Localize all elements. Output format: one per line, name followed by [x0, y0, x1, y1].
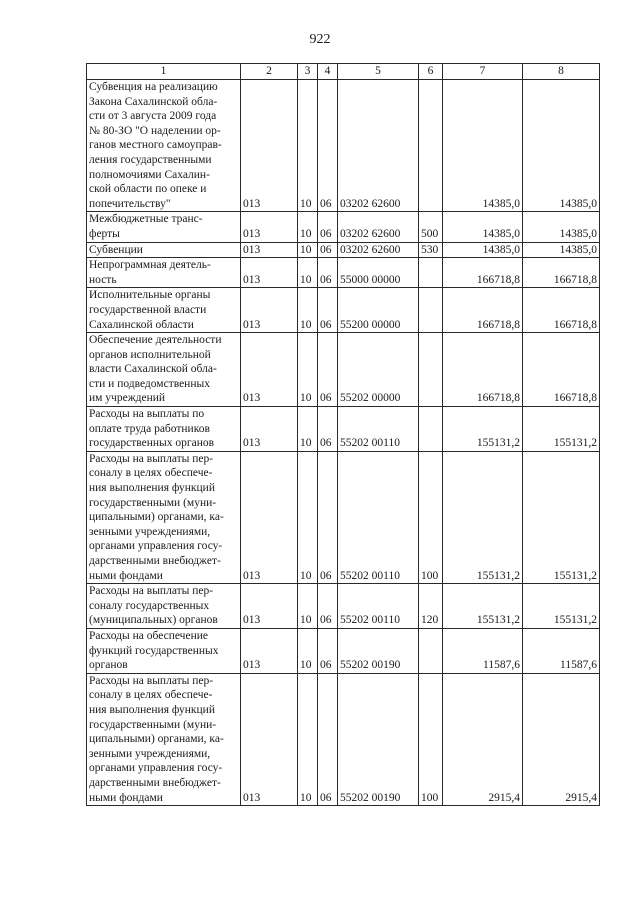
cell-expense-type: [419, 628, 443, 673]
cell-section: 10: [298, 584, 318, 629]
cell-name: Расходы на выплаты по оплате труда работников государственных органов: [87, 407, 241, 452]
cell-name: Исполнительные органы государственной власти Сахалинской области: [87, 288, 241, 333]
cell-expense-type: 100: [419, 673, 443, 805]
column-header: 2: [241, 64, 298, 80]
cell-ministry-code: 013: [241, 242, 298, 258]
cell-target-article: 03202 62600: [338, 212, 419, 242]
table-row: [87, 451, 600, 583]
cell-amount-year1: 14385,0: [443, 242, 523, 258]
cell-amount-year2: 155131,2: [523, 451, 600, 583]
budget-table: [86, 63, 600, 806]
cell-amount-year2: 11587,6: [523, 628, 600, 673]
column-header: 8: [523, 64, 600, 80]
cell-amount-year1: 155131,2: [443, 451, 523, 583]
cell-name: Расходы на выплаты пер- соналу в целях обеспече- ния выполнения функций государственными (муни- ципальными) органами, ка- зенными учреждениями, органами управления госу- дарственными внебюджет- ными фондами: [87, 673, 241, 805]
cell-name: Субвенции: [87, 242, 241, 258]
cell-name: Расходы на обеспечение функций государственных органов: [87, 628, 241, 673]
cell-amount-year1: 14385,0: [443, 80, 523, 212]
cell-section: 10: [298, 212, 318, 242]
cell-expense-type: 530: [419, 242, 443, 258]
cell-target-article: 55202 00110: [338, 451, 419, 583]
column-header: 6: [419, 64, 443, 80]
cell-amount-year1: 155131,2: [443, 407, 523, 452]
table-row: [87, 584, 600, 629]
cell-amount-year2: 155131,2: [523, 584, 600, 629]
column-header: 4: [318, 64, 338, 80]
cell-target-article: 55202 00110: [338, 584, 419, 629]
cell-amount-year1: 2915,4: [443, 673, 523, 805]
cell-target-article: 55000 00000: [338, 258, 419, 288]
cell-subsection: 06: [318, 288, 338, 333]
cell-ministry-code: 013: [241, 212, 298, 242]
cell-expense-type: [419, 407, 443, 452]
table-row: [87, 628, 600, 673]
cell-section: 10: [298, 288, 318, 333]
table-row: [87, 242, 600, 258]
cell-target-article: 55202 00190: [338, 628, 419, 673]
cell-subsection: 06: [318, 628, 338, 673]
cell-target-article: 55202 00000: [338, 333, 419, 407]
cell-subsection: 06: [318, 212, 338, 242]
cell-name: Субвенция на реализацию Закона Сахалинской обла- сти от 3 августа 2009 года № 80-ЗО "О наделении ор- ганов местного самоуправ- ления государственными полномочиями Сахалин- ской области по опеке и попечительству": [87, 80, 241, 212]
cell-name: Непрограммная деятель- ность: [87, 258, 241, 288]
cell-ministry-code: 013: [241, 673, 298, 805]
cell-ministry-code: 013: [241, 288, 298, 333]
cell-target-article: 55202 00110: [338, 407, 419, 452]
cell-amount-year1: 155131,2: [443, 584, 523, 629]
cell-section: 10: [298, 451, 318, 583]
cell-section: 10: [298, 407, 318, 452]
table-row: [87, 80, 600, 212]
cell-amount-year2: 14385,0: [523, 242, 600, 258]
cell-section: 10: [298, 628, 318, 673]
cell-subsection: 06: [318, 258, 338, 288]
table-row: [87, 333, 600, 407]
cell-target-article: 55202 00190: [338, 673, 419, 805]
cell-section: 10: [298, 80, 318, 212]
cell-name: Расходы на выплаты пер- соналу в целях обеспече- ния выполнения функций государственными (муни- ципальными) органами, ка- зенными учреждениями, органами управления госу- дарственными внебюджет- ными фондами: [87, 451, 241, 583]
cell-amount-year2: 14385,0: [523, 212, 600, 242]
cell-amount-year1: 166718,8: [443, 258, 523, 288]
cell-amount-year2: 2915,4: [523, 673, 600, 805]
cell-ministry-code: 013: [241, 407, 298, 452]
cell-subsection: 06: [318, 242, 338, 258]
cell-section: 10: [298, 258, 318, 288]
cell-amount-year2: 166718,8: [523, 333, 600, 407]
cell-ministry-code: 013: [241, 80, 298, 212]
column-header: 7: [443, 64, 523, 80]
column-header: 3: [298, 64, 318, 80]
cell-amount-year2: 166718,8: [523, 288, 600, 333]
table-row: [87, 288, 600, 333]
cell-ministry-code: 013: [241, 628, 298, 673]
cell-name: Расходы на выплаты пер- соналу государственных (муниципальных) органов: [87, 584, 241, 629]
cell-subsection: 06: [318, 407, 338, 452]
cell-amount-year2: 166718,8: [523, 258, 600, 288]
cell-amount-year1: 14385,0: [443, 212, 523, 242]
cell-amount-year1: 166718,8: [443, 288, 523, 333]
cell-amount-year2: 14385,0: [523, 80, 600, 212]
cell-subsection: 06: [318, 451, 338, 583]
cell-ministry-code: 013: [241, 584, 298, 629]
cell-subsection: 06: [318, 673, 338, 805]
cell-ministry-code: 013: [241, 333, 298, 407]
cell-subsection: 06: [318, 80, 338, 212]
cell-ministry-code: 013: [241, 451, 298, 583]
header-row: [87, 64, 600, 80]
cell-target-article: 03202 62600: [338, 242, 419, 258]
cell-expense-type: [419, 258, 443, 288]
table-row: [87, 212, 600, 242]
table-row: [87, 407, 600, 452]
column-header: 1: [87, 64, 241, 80]
page-number: 922: [309, 32, 331, 47]
cell-expense-type: 120: [419, 584, 443, 629]
cell-subsection: 06: [318, 333, 338, 407]
cell-expense-type: [419, 288, 443, 333]
cell-name: Межбюджетные транс- ферты: [87, 212, 241, 242]
cell-name: Обеспечение деятельности органов исполнительной власти Сахалинской обла- сти и подведомственных им учреждений: [87, 333, 241, 407]
cell-section: 10: [298, 333, 318, 407]
cell-target-article: 03202 62600: [338, 80, 419, 212]
cell-target-article: 55200 00000: [338, 288, 419, 333]
cell-expense-type: 100: [419, 451, 443, 583]
cell-amount-year1: 11587,6: [443, 628, 523, 673]
column-header: 5: [338, 64, 419, 80]
cell-expense-type: [419, 333, 443, 407]
cell-expense-type: 500: [419, 212, 443, 242]
cell-amount-year1: 166718,8: [443, 333, 523, 407]
cell-subsection: 06: [318, 584, 338, 629]
cell-section: 10: [298, 242, 318, 258]
cell-expense-type: [419, 80, 443, 212]
cell-ministry-code: 013: [241, 258, 298, 288]
cell-amount-year2: 155131,2: [523, 407, 600, 452]
table-row: [87, 673, 600, 805]
table-row: [87, 258, 600, 288]
cell-section: 10: [298, 673, 318, 805]
